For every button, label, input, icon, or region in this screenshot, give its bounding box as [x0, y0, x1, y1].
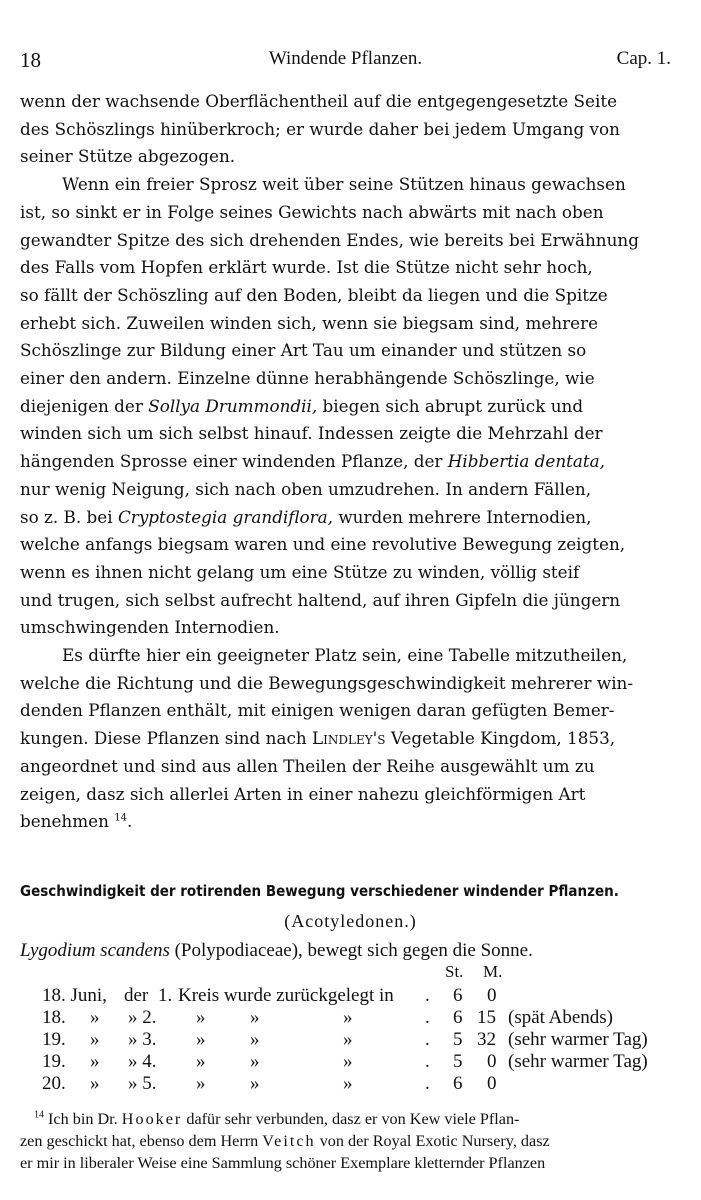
person-name: Veitch	[262, 1132, 316, 1150]
species-name: Sollya Drummondii,	[148, 395, 318, 416]
running-title: Windende Pflanzen.	[268, 48, 423, 69]
paragraph-3: Es dürfte hier ein geeigneter Platz sein, eine Tabelle mitzutheilen, welche die Richtung und die Bewegungsgeschwindigkeit mehrerer win- denden Pflanzen enthält, mit einigen wenigen daran gefügten Bemer- kungen. Diese Pflanzen sind nach Lindley's Vegetable Kingdom, 1853, angeordnet und sind aus allen Theilen der Reihe ausgewählt um zu zeigen, dasz sich allerlei Arten in einer nahezu gleichförmigen Art benehmen $^{14}$.	[20, 645, 634, 832]
table-row: 19. » » 3. » » » . 5 32 (sehr warmer Tag)	[42, 1029, 648, 1050]
table-subtitle: (Acotyledonen.)	[284, 911, 417, 931]
table-row: 20. » » 5. » » » . 6 0	[42, 1073, 497, 1094]
unit-hours: St.	[445, 962, 464, 981]
chapter-label: Cap. 1.	[616, 48, 671, 69]
footnote-marker: 14	[34, 1109, 44, 1121]
family-note: (Polypodiaceae), bewegt sich gegen die Sonne.	[174, 940, 533, 961]
footnote: $^{14}$ Ich bin Dr. Hooker dafür sehr verbunden, dasz er von Kew viele Pflan- zen geschickt hat, ebenso dem Herrn Veitch von der Royal Exotic Nursery, dasz er mir in liberaler Weise eine Sammlung schöner Exemplare kletternder Pflanzen	[20, 1109, 550, 1172]
author-name: Lindley's	[312, 728, 386, 749]
table-row: 19. » » 4. » » » . 5 0 (sehr warmer Tag)	[42, 1051, 648, 1072]
species-name: Lygodium scandens	[20, 940, 170, 961]
running-header	[20, 48, 671, 72]
table-row: 18. Juni, der 1. Kreis wurde zurückgelegt in . 6 0	[42, 985, 497, 1006]
page-number: 18	[20, 48, 41, 72]
species-name: Hibbertia dentata,	[447, 451, 605, 472]
person-name: Hooker	[121, 1110, 183, 1128]
species-name: Cryptostegia grandiflora,	[117, 506, 333, 527]
paragraph-1: wenn der wachsende Oberflächentheil auf die entgegengesetzte Seite des Schöszlings hinüberkroch; er wurde daher bei jedem Umgang von seiner Stütze abgezogen.	[20, 91, 620, 167]
footnote-reference[interactable]: 14	[114, 812, 127, 824]
body-text	[20, 88, 670, 836]
table-title: Geschwindigkeit der rotirenden Bewegung verschiedener windender Pflanzen.	[20, 882, 619, 900]
table-row: 18. » » 2. » » » . 6 15 (spät Abends)	[42, 1007, 614, 1028]
unit-minutes: M.	[483, 962, 503, 981]
table-species-line	[20, 940, 680, 962]
paragraph-2: Wenn ein freier Sprosz weit über seine Stützen hinaus gewachsen ist, so sinkt er in Folge seines Gewichts nach abwärts mit nach oben gewandter Spitze des sich drehenden Endes, wie bereits bei Erwähnung des Falls vom Hopfen erklärt wurde. Ist die Stütze nicht sehr hoch, so fällt der Schöszling auf den Boden, bleibt da liegen und die Spitze erhebt sich. Zuweilen winden sich, wenn sie biegsam sind, mehrere Schöszlinge zur Bildung einer Art Tau um einander und stützen so einer den andern. Einzelne dünne herabhängende Schöszlinge, wie diejenigen der Sollya Drummondii, biegen sich abrupt zurück und winden sich um sich selbst hinauf. Indessen zeigte die Mehrzahl der hängenden Sprosse einer windenden Pflanze, der Hibbertia dentata, nur wenig Neigung, sich nach oben umzudrehen. In andern Fällen, so z. B. bei Cryptostegia grandiflora, wurden mehrere Internodien, welche anfangs biegsam waren und eine revolutive Bewegung zeigten, wenn es ihnen nicht gelang um eine Stütze zu winden, völlig steif und trugen, sich selbst aufrecht haltend, auf ihren Gipfeln die jüngern umschwingenden Internodien.	[20, 174, 639, 638]
